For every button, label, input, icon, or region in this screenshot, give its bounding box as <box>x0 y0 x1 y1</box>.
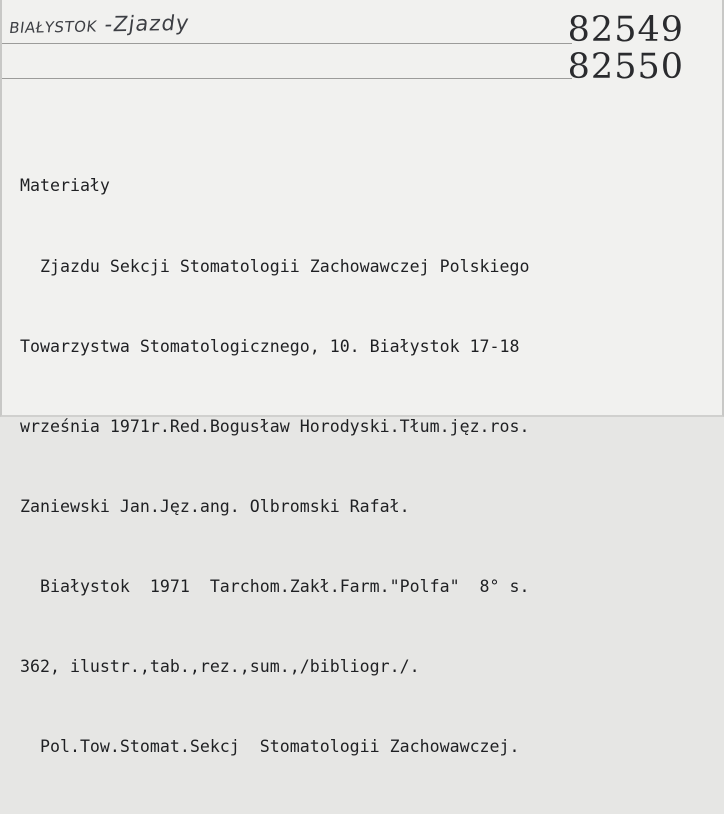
text-line: Pol.Tow.Stomat.Sekcj Stomatologii Zachowawczej. <box>20 737 520 757</box>
card-heading <box>8 11 191 38</box>
second-rule <box>2 78 572 79</box>
heading-city: BIAŁYSTOK <box>8 17 98 38</box>
text-line: Białystok 1971 Tarchom.Zakł.Farm."Polfa" 8° s. <box>20 576 530 596</box>
text-line: 362, ilustr.,tab.,rez.,sum.,/bibliogr./. <box>20 657 420 677</box>
heading-suffix: -Zjazdy <box>95 10 191 37</box>
text-line: Zaniewski Jan.Jęz.ang. Olbromski Rafał. <box>20 496 410 516</box>
text-line: Towarzystwa Stomatologicznego, 10. Białystok 17-18 <box>20 336 520 356</box>
call-number: 82550 <box>567 47 684 87</box>
call-numbers <box>568 12 684 86</box>
text-line: września 1971r.Red.Bogusław Horodyski.Tłum.jęz.ros. <box>20 416 530 436</box>
card-body <box>20 120 530 814</box>
call-number: 82549 <box>567 10 684 50</box>
text-line: Materiały <box>20 176 110 196</box>
top-rule <box>2 43 572 44</box>
text-line: Zjazdu Sekcji Stomatologii Zachowawczej Polskiego <box>20 256 530 276</box>
